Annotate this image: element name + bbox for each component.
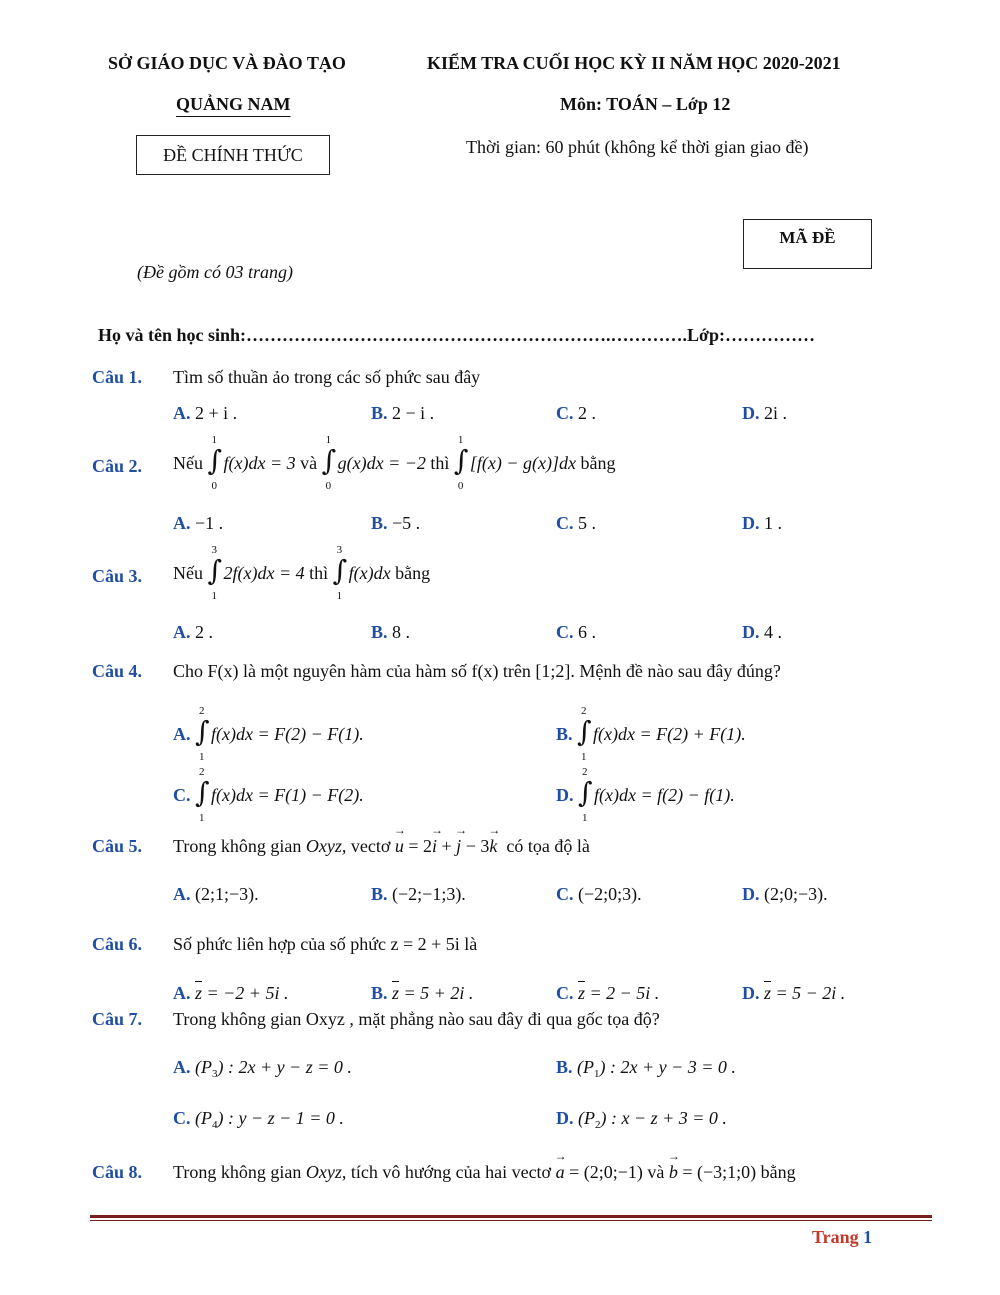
option-b[interactable]: B. (−2;−1;3). (371, 884, 466, 904)
question-text: Trong không gian Oxyz , mặt phẳng nào sau đây đi qua gốc tọa độ? (173, 1009, 660, 1029)
question-text: Trong không gian Oxyz, tích vô hướng của hai vectơ → a = (2;0;−1) và → b = (−3;1;0) bằng (173, 1162, 796, 1183)
vector-i: → i (432, 836, 437, 857)
option-b[interactable]: B. −5 . (371, 513, 421, 533)
option-d[interactable]: D. z = 5 − 2i . (742, 983, 846, 1003)
option-b[interactable]: B. 8 . (371, 622, 411, 642)
question-label: Câu 4. (92, 661, 143, 681)
option-c[interactable]: C. 6 . (556, 622, 596, 642)
vector-a: → a (556, 1162, 565, 1183)
option-b[interactable]: B. 2 − i . (371, 403, 435, 423)
province-name: QUẢNG NAM (176, 94, 291, 114)
vector-u: → u (395, 836, 404, 857)
option-d[interactable]: D. $(P_2)$ : x − z + 3 = 0 . (556, 1108, 727, 1131)
question-text: Nếu ∫ 1 0 f(x)dx = 3 và ∫ 1 0 g(x)dx = −2 thì ∫ 1 0 [f(x) − g(x)]dx bằng (173, 434, 616, 492)
option-d[interactable]: D. 4 . (742, 622, 782, 642)
integral-sign: ∫ 2 1 (195, 705, 210, 763)
option-c[interactable]: C. ∫ 2 1 f(x)dx = F(1) − F(2). (173, 766, 364, 824)
question-text: Số phức liên hợp của số phức z = 2 + 5i là (173, 934, 478, 954)
question-label: Câu 2. (92, 456, 143, 476)
question-label: Câu 7. (92, 1009, 143, 1029)
option-b[interactable]: B. $(P_1)$ : 2x + y − 3 = 0 . (556, 1057, 736, 1080)
footer-rule (90, 1215, 932, 1218)
question-label: Câu 3. (92, 566, 143, 586)
question-text: Nếu ∫ 3 1 2f(x)dx = 4 thì ∫ 3 1 f(x)dx bằng (173, 544, 431, 602)
option-d[interactable]: D. 1 . (742, 513, 782, 533)
integral-sign: ∫ 1 0 (453, 434, 469, 492)
integral-sign: ∫ 2 1 (578, 766, 593, 824)
question-label: Câu 1. (92, 367, 143, 387)
student-name-line: Họ và tên học sinh:…………………………………………………….………….Lớp:…………… (98, 325, 815, 345)
vector-j: → j (456, 836, 461, 857)
integral-sign: ∫ 3 1 (332, 544, 348, 602)
option-d[interactable]: D. ∫ 2 1 f(x)dx = f(2) − f(1). (556, 766, 735, 824)
integral-sign: ∫ 1 0 (321, 434, 337, 492)
option-c[interactable]: C. $(P_4)$ : y − z − 1 = 0 . (173, 1108, 344, 1131)
question-label: Câu 5. (92, 836, 143, 856)
exam-title: KIỂM TRA CUỐI HỌC KỲ II NĂM HỌC 2020-2021 (427, 53, 841, 73)
option-a[interactable]: A. 2 . (173, 622, 213, 642)
option-a[interactable]: A. ∫ 2 1 f(x)dx = F(2) − F(1). (173, 705, 364, 763)
question-label: Câu 6. (92, 934, 143, 954)
integral-sign: ∫ 2 1 (195, 766, 210, 824)
integral-sign: ∫ 3 1 (207, 544, 223, 602)
exam-code-box (743, 219, 872, 269)
option-c[interactable]: C. (−2;0;3). (556, 884, 642, 904)
exam-code-label: MÃ ĐỀ (779, 228, 836, 247)
question-text: Trong không gian Oxyz, vectơ → u = 2→ i + → j − 3→ k có tọa độ là (173, 836, 590, 857)
official-box (136, 135, 330, 175)
question-text: Cho F(x) là một nguyên hàm của hàm số f(x) trên [1;2]. Mệnh đề nào sau đây đúng? (173, 661, 781, 681)
integral-sign: ∫ 2 1 (577, 705, 592, 763)
option-d[interactable]: D. 2i . (742, 403, 788, 423)
option-d[interactable]: D. (2;0;−3). (742, 884, 828, 904)
department-name: SỞ GIÁO DỤC VÀ ĐÀO TẠO (108, 53, 346, 73)
option-a[interactable]: A. −1 . (173, 513, 224, 533)
page-number: Trang 1 (812, 1227, 873, 1247)
integral-sign: ∫ 1 0 (207, 434, 223, 492)
vector-b: → b (669, 1162, 678, 1183)
question-text: Tìm số thuần ảo trong các số phức sau đây (173, 367, 481, 387)
option-c[interactable]: C. 5 . (556, 513, 596, 533)
subject-line: Môn: TOÁN – Lớp 12 (560, 94, 731, 114)
option-a[interactable]: A. 2 + i . (173, 403, 238, 423)
option-b[interactable]: B. ∫ 2 1 f(x)dx = F(2) + F(1). (556, 705, 746, 763)
vector-k: → k (489, 836, 497, 857)
question-label: Câu 8. (92, 1162, 143, 1182)
option-a[interactable]: A. $(P_3)$ : 2x + y − z = 0 . (173, 1057, 352, 1080)
option-b[interactable]: B. z = 5 + 2i . (371, 983, 474, 1003)
official-label: ĐỀ CHÍNH THỨC (163, 145, 303, 165)
footer-rule-thin (90, 1220, 932, 1221)
option-a[interactable]: A. (2;1;−3). (173, 884, 259, 904)
option-c[interactable]: C. 2 . (556, 403, 596, 423)
option-a[interactable]: A. z = −2 + 5i . (173, 983, 289, 1003)
duration-line: Thời gian: 60 phút (không kể thời gian giao đề) (466, 137, 809, 157)
pages-note: (Đề gồm có 03 trang) (137, 262, 293, 282)
option-c[interactable]: C. z = 2 − 5i . (556, 983, 660, 1003)
